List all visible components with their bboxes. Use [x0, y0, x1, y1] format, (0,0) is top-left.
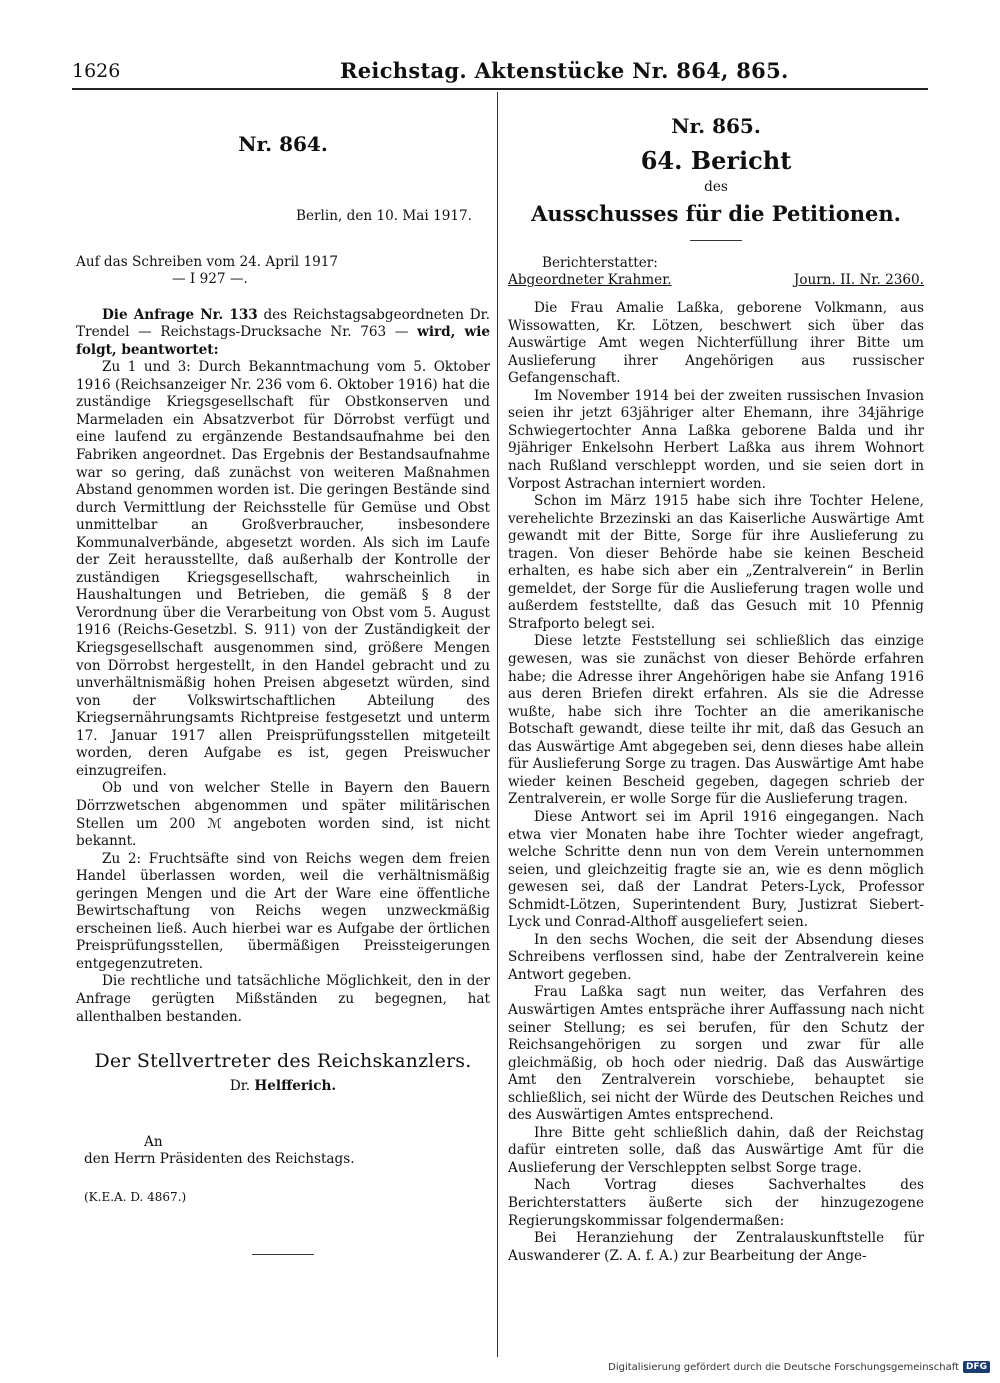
page-number: 1626 — [72, 60, 121, 82]
report-paragraph-2: Im November 1914 bei der zweiten russischen Invasion seien ihr jetzt 63jähriger alter Ehemann, ihre 34jährige Schwiegertochter Anna Laßka geborene Balda und ihr 9jähriger Enkelsohn Herbert Laßka aus ihrem Wohnort nach Rußland verschleppt worden, und sie seien dort in Vorpost Astrachan interniert worden. — [508, 387, 924, 492]
header-rule — [72, 88, 928, 90]
anfrage-label: Die Anfrage Nr. 133 — [102, 306, 258, 323]
answer-paragraph-4: Die rechtliche und tatsächliche Möglichkeit, den in der Anfrage gerügten Mißständen zu begegnen, hat allenthalben bestanden. — [76, 973, 490, 1025]
signature-prefix: Dr. — [229, 1078, 255, 1095]
signature-name: Helfferich. — [254, 1078, 337, 1095]
digitization-credit — [608, 1361, 990, 1373]
report-paragraph-10: Bei Heranziehung der Zentralauskunftstelle für Auswanderer (Z. A. f. A.) zur Bearbeitung der Ange- — [508, 1230, 924, 1264]
report-paragraph-6: In den sechs Wochen, die seit der Absendung dieses Schreibens verflossen sind, habe der Zentralverein keine Antwort gegeben. — [508, 931, 924, 983]
reporter-label: Berichterstatter: — [542, 254, 658, 271]
report-title: 64. Bericht — [640, 146, 792, 175]
left-column — [76, 92, 490, 1255]
reporter-name: Abgeordneter Krahmer. — [508, 272, 672, 289]
right-column — [508, 92, 924, 1265]
report-paragraph-9: Nach Vortrag dieses Sachverhaltes des Berichterstatters äußerte sich der hinzugezogene Regierungskommissar folgendermaßen: — [508, 1177, 924, 1229]
anfrage-text: des Reichstagsabgeordneten Dr. Trendel — Reichstags-Drucksache Nr. 763 — — [76, 306, 490, 341]
date-line: Berlin, den 10. Mai 1917. — [296, 208, 472, 224]
report-paragraph-1: Die Frau Amalie Laßka, geborene Volkmann, aus Wissowatten, Kr. Lötzen, beschwert sich über das Auswärtige Amt wegen Nichterfüllung ihrer Bitte um Auslieferung ihrer Angehörigen aus russischer Gefangenschaft. — [508, 300, 924, 387]
reference-number: — I 927 —. — [172, 271, 248, 288]
report-paragraph-7: Frau Laßka sagt nun weiter, das Verfahren des Auswärtigen Amtes entspräche ihrer Auffassung nach nicht seiner Stellung; es sei berufen, für den Schutz der Reichsangehörigen zu sorgen und zwar für alle gleichmäßig, ob hoch oder niedrig. Daß das Auswärtige Amt den Zentralverein vorschiebe, behauptet sie schließlich, sei nicht der Würde des Deutschen Reiches und des Auswärtigen Amtes entsprechend. — [508, 984, 924, 1124]
report-paragraph-3: Schon im März 1915 habe sich ihre Tochter Helene, verehelichte Brzezinski an das Kaiserliche Auswärtige Amt gewandt mit der Bitte, Sorge für ihre Auslieferung zu tragen. Von dieser Behörde habe sie keinen Bescheid erhalten, es habe sich aber ein „Zentralverein“ in Berlin gemeldet, der Sorge für die Auslieferung tragen wolle und außerdem feststellte, daß das Gesuch mit 10 Pfennig Strafporto belegt sei. — [508, 493, 924, 632]
kea-reference: (K.E.A. D. 4867.) — [84, 1189, 187, 1204]
report-paragraph-5: Diese Antwort sei im April 1916 eingegangen. Nach etwa vier Monaten habe ihre Tochter wieder angefragt, welche Schritte denn nun von dem Verein unternommen seien, und gleichzeitig fragte sie an, wie es denn möglich gewesen sei, daß der Landrat Peters-Lyck, Professor Schmidt-Lötzen, Superintendent Bury, Justizrat Siebert-Lyck und Conrad-Althoff ausgeliefert seien. — [508, 808, 924, 931]
answer-paragraph-3: Zu 2: Fruchtsäfte sind von Reichs wegen dem freien Handel überlassen worden, weil die verhältnismäßig geringen Mengen und die Art der Ware eine öffentliche Bewirtschaftung von Reichs wegen unzweckmäßig erscheinen ließ. Auch hierbei war es Aufgabe der örtlichen Preisprüfungsstellen, übermäßigen Preissteigerungen entgegenzutreten. — [76, 850, 490, 972]
address-line: den Herrn Präsidenten des Reichstags. — [84, 1151, 355, 1168]
report-paragraph-8: Ihre Bitte geht schließlich dahin, daß der Reichstag dafür eintreten solle, daß das Auswärtige Amt für die Auslieferung der Verschleppten selbst Sorge trage. — [508, 1124, 924, 1176]
credit-text: Digitalisierung gefördert durch die Deutsche Forschungsgemeinschaft — [608, 1361, 959, 1373]
column-divider — [497, 92, 498, 1357]
dfg-logo: DFG — [963, 1361, 990, 1373]
report-des: des — [704, 179, 728, 195]
reference-line: Auf das Schreiben vom 24. April 1917 — [76, 253, 339, 270]
document-number-heading-right: Nr. 865. — [671, 114, 761, 138]
signature-name-line — [76, 1078, 490, 1096]
anfrage-answer-label: wird, wie folgt, beantwortet: — [76, 324, 491, 358]
document-number-heading: Nr. 864. — [238, 132, 328, 156]
reporter-row — [508, 272, 924, 288]
report-paragraph-4: Diese letzte Feststellung sei schließlich das einzige gewesen, was sie zunächst von dieser Behörde erfahren habe; die Adresse ihrer Angehörigen habe sie Anfang 1916 aus deren Briefen direkt erfahren. Als sie die Adresse wußte, habe sich ihre Tochter an die amerikanische Botschaft gewandt, diese teilte ihr mit, daß das Gesuch an das Auswärtige Amt abgegeben sei, denn dieses habe allein für Auslieferung Sorge zu tragen. Das Auswärtige Amt habe wieder keinen Bescheid gegeben, dagegen schrieb der Zentralverein, er wolle Sorge für die Auslieferung tragen. — [508, 633, 924, 808]
answer-paragraph-1: Zu 1 und 3: Durch Bekanntmachung vom 5. Oktober 1916 (Reichsanzeiger Nr. 236 vom 6. Oktober 1916) hat die zuständige Kriegsgesellschaft für Obstkonserven und Marmeladen ein Absatzverbot für Dörrobst verfügt und eine laufend zu ergänzende Bestandsaufnahme bei den Fabriken angeordnet. Das Ergebnis der Bestandsaufnahme war so gering, daß zunächst von weiteren Maßnahmen Abstand genommen worden ist. Die geringen Bestände sind durch Vermittlung der Reichsstelle für Gemüse und Obst unmittelbar an Großverbraucher, insbesondere Kommunalverbände, abgesetzt worden. Als sich im Laufe der Zeit herausstellte, daß außerhalb der Kontrolle der zuständigen Kriegsgesellschaft, wahrscheinlich in Haushaltungen und Betrieben, die gemäß § 8 der Verordnung über die Verarbeitung von Obst vom 5. August 1916 (Reichs-Gesetzbl. S. 911) von der Zuständigkeit der Kriegsgesellschaft ausgenommen sind, größere Mengen von Dörrobst hergestellt, in den Handel gebracht und zu unverhältnismäßig hohen Preisen abgesetzt würden, sind von der Volkswirtschaftlichen Abteilung des Kriegsernährungsamts Richtpreise festgesetzt und unterm 17. Januar 1917 allen Preisprüfungsstellen mitgeteilt worden, deren Aufgabe es ist, gegen Preiswucher einzugreifen. — [76, 359, 490, 779]
journal-number: Journ. II. Nr. 2360. — [793, 272, 924, 289]
committee-title: Ausschusses für die Petitionen. — [531, 200, 901, 226]
anfrage-paragraph — [76, 307, 490, 360]
running-header-title: Reichstag. Aktenstücke Nr. 864, 865. — [340, 58, 789, 83]
signature-title: Der Stellvertreter des Reichskanzlers. — [94, 1050, 472, 1073]
address-an: An — [144, 1133, 163, 1150]
answer-paragraph-2: Ob und von welcher Stelle in Bayern den Bauern Dörrzwetschen abgenommen und später militärischen Stellen um 200 ℳ angeboten worden sind, ist nicht bekannt. — [76, 780, 490, 850]
end-rule — [252, 1254, 314, 1255]
